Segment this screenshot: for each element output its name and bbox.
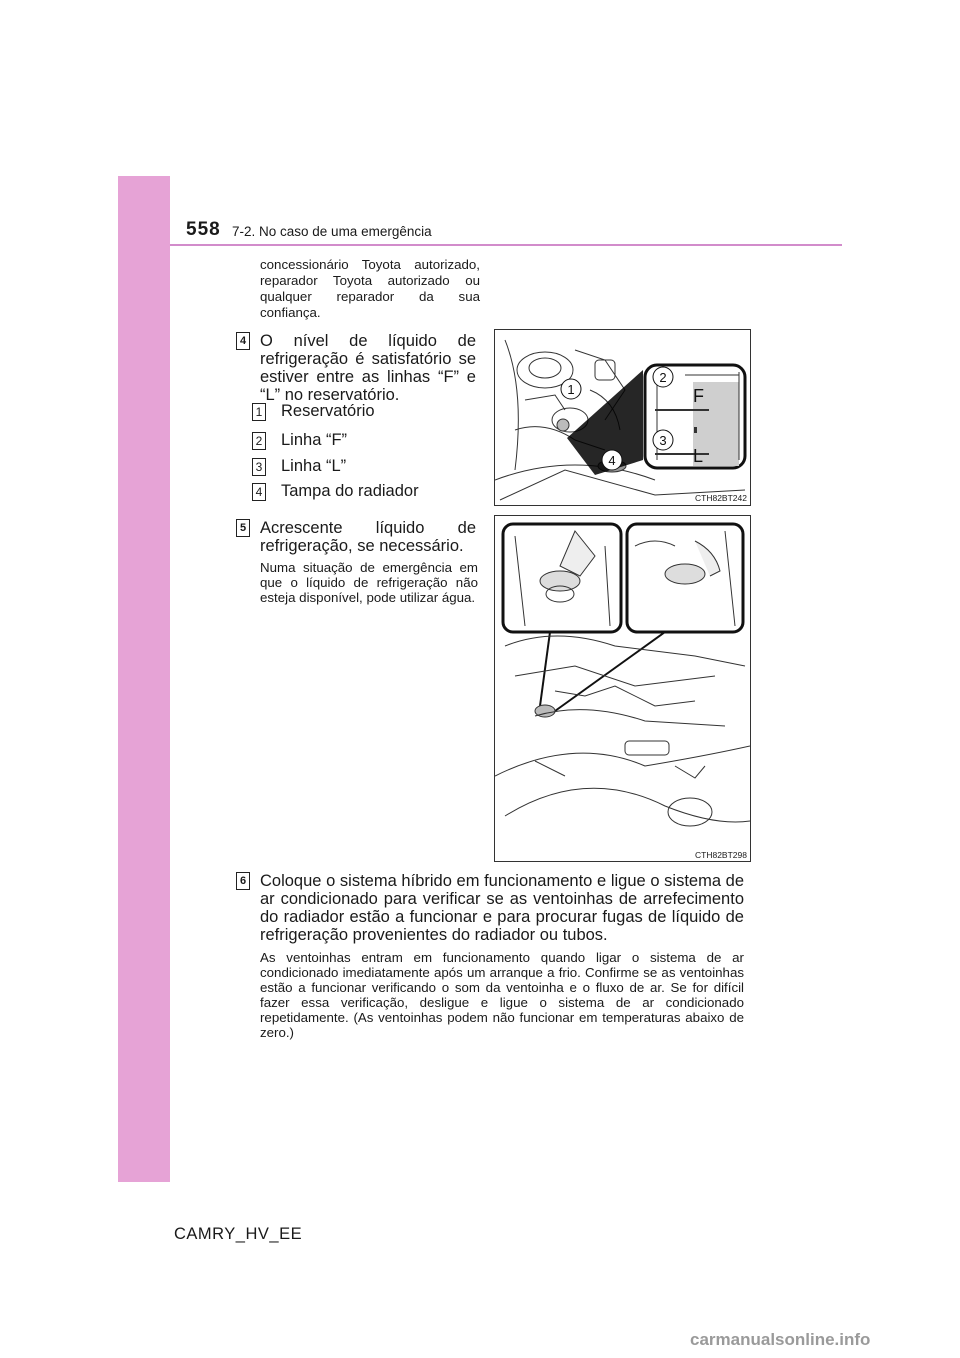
step-5-text: Acrescente líquido de refrigeração, se necessário. xyxy=(260,519,476,555)
legend-label: Tampa do radiador xyxy=(281,482,419,500)
callout-3: 3 xyxy=(659,433,667,448)
engine-bay-drawing xyxy=(495,330,750,505)
legend-item-4 xyxy=(252,482,419,501)
coolant-reservoir-illustration xyxy=(494,329,751,506)
callout-1: 1 xyxy=(567,382,575,397)
engine-bay-refill-drawing xyxy=(495,516,750,861)
legend-label: Linha “L” xyxy=(281,457,347,475)
chapter-sidebar-tab xyxy=(118,176,170,1182)
step-6-badge: 6 xyxy=(236,872,250,890)
legend-num: 3 xyxy=(252,458,266,476)
watermark: carmanualsonline.info xyxy=(690,1330,871,1349)
legend-label: Linha “F” xyxy=(281,431,348,449)
step-5-note: Numa situação de emergência em que o líquido de refrigeração não esteja disponível, pode utilizar água. xyxy=(260,560,478,605)
legend-item-2 xyxy=(252,431,347,450)
step-5-badge: 5 xyxy=(236,519,250,537)
callout-4: 4 xyxy=(608,453,616,468)
legend-item-3 xyxy=(252,457,346,476)
section-title: 7-2. No caso de uma emergência xyxy=(232,224,432,239)
figure-code: CTH82BT298 xyxy=(695,850,747,860)
legend-label: Reservatório xyxy=(281,402,375,420)
coolant-refill-illustration xyxy=(494,515,751,862)
l-line-mark: L xyxy=(693,446,704,466)
intro-paragraph: concessionário Toyota autorizado, reparador Toyota autorizado ou qualquer reparador da sua confiança. xyxy=(260,257,480,320)
legend-item-1 xyxy=(252,402,375,421)
step-6-note: As ventoinhas entram em funcionamento quando ligar o sistema de ar condicionado imediatamente após um arranque a frio. Confirme se as ventoinhas estão a funcionar verificando o som da ventoinha e o fluxo de ar. Se for difícil fazer essa verificação, desligue e ligue o sistema de ar condicionado repetidamente. (As ventoinhas podem não funcionar em temperaturas abaixo de zero.) xyxy=(260,950,744,1040)
f-line-mark: F xyxy=(693,386,704,406)
document-footer: CAMRY_HV_EE xyxy=(174,1225,303,1243)
legend-num: 2 xyxy=(252,432,266,450)
header-divider xyxy=(170,244,842,246)
step-4-text: O nível de líquido de refrigeração é satisfatório se estiver entre as linhas “F” e “L” no reservatório. xyxy=(260,332,476,404)
step-6-text: Coloque o sistema híbrido em funcionamento e ligue o sistema de ar condicionado para verificar se as ventoinhas de arrefecimento do radiador estão a funcionar e para procurar fugas de líquido de refrigeração provenientes do radiador ou tubos. xyxy=(260,872,744,944)
callout-2: 2 xyxy=(659,370,667,385)
legend-num: 1 xyxy=(252,403,266,421)
figure-code: CTH82BT242 xyxy=(695,493,747,503)
legend-num: 4 xyxy=(252,483,266,501)
step-4-badge: 4 xyxy=(236,332,250,350)
page-number: 558 xyxy=(186,219,221,240)
